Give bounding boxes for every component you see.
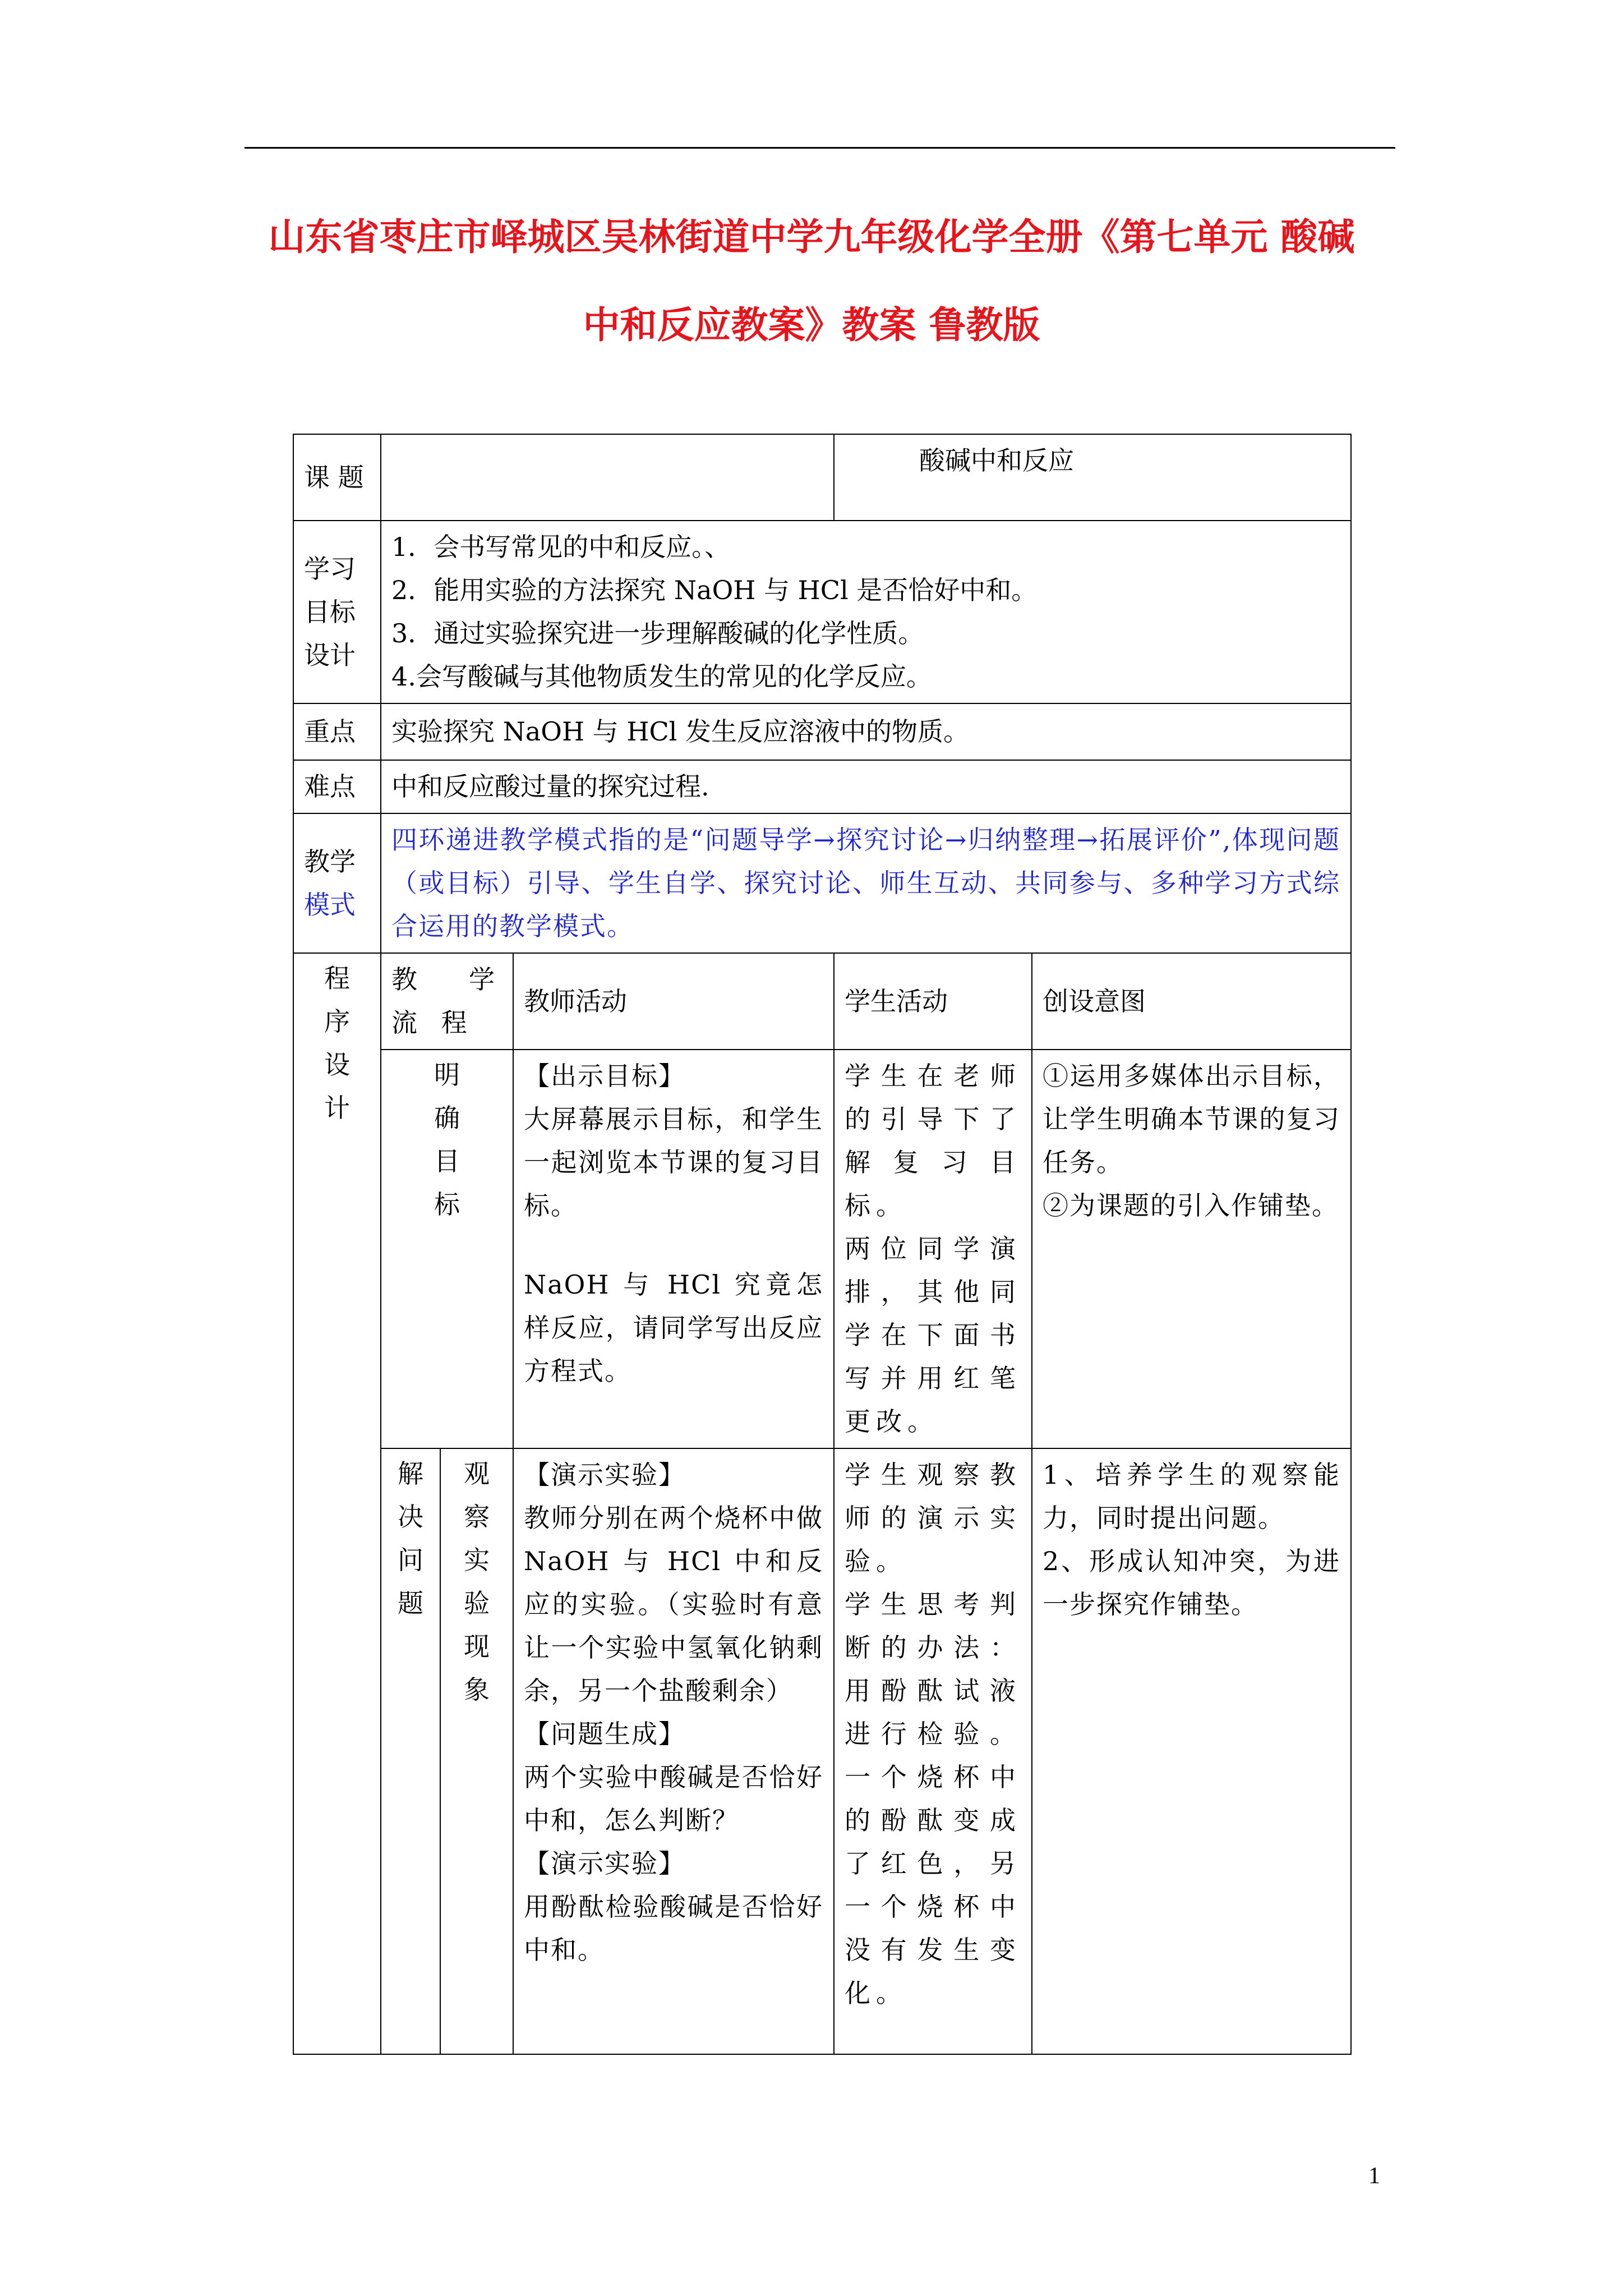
objective-item: 2．能用实验的方法探究 NaOH 与 HCl 是否恰好中和。 — [391, 575, 1038, 605]
key-point-value: 实验探究 NaOH 与 HCl 发生反应溶液中的物质。 — [381, 703, 1351, 760]
row1-design-intent: ①运用多媒体出示目标，让学生明确本节课的复习任务。 ②为课题的引入作铺垫。 — [1032, 1050, 1351, 1448]
teaching-mode-label: 教学 模式 — [293, 813, 381, 953]
objective-item: 3．通过实验探究进一步理解酸碱的化学性质。 — [391, 618, 924, 648]
header-student-activity: 学生活动 — [834, 953, 1032, 1050]
lesson-plan-table — [293, 434, 1352, 2055]
teaching-mode-value: 四环递进教学模式指的是“问题导学→探究讨论→归纳整理→拓展评价”,体现问题（或目标）引导、学生自学、探究讨论、师生互动、共同参与、多种学习方式综合运用的教学模式。 — [381, 813, 1351, 953]
topic-label: 课 题 — [293, 434, 381, 521]
row1-student-activity: 学生在老师的引导下了解复习目标。 两位同学演排，其他同学在下面书写并用红笔更改。 — [834, 1050, 1032, 1448]
key-point-label: 重点 — [293, 703, 381, 760]
header-rule — [245, 147, 1395, 149]
flow-solve-problems: 解 决 问 题 — [381, 1448, 440, 2054]
page-number: 1 — [1368, 2163, 1380, 2189]
difficulty-label: 难点 — [293, 760, 381, 813]
difficulty-value: 中和反应酸过量的探究过程. — [381, 760, 1351, 813]
program-design-label: 程 序 设 计 — [293, 953, 381, 2054]
flow-clarify-goals: 明 确 目 标 — [381, 1050, 513, 1448]
objective-item: 4.会写酸碱与其他物质发生的常见的化学反应。 — [391, 661, 932, 692]
row2-teacher-activity: 【演示实验】 教师分别在两个烧杯中做 NaOH 与 HCl 中和反应的实验。（实验时有意让一个实验中氢氧化钠剩余，另一个盐酸剩余） 【问题生成】 两个实验中酸碱是否恰好中和，怎么判断？ 【演示实验】 用酚酞检验酸碱是否恰好中和。 — [513, 1448, 834, 2054]
header-teacher-activity: 教师活动 — [513, 953, 834, 1050]
row2-student-activity: 学生观察教师的演示实验。 学生思考判断的办法：用酚酞试液进行检验。一个烧杯中的酚酞变成了红色，另一个烧杯中没有发生变化。 — [834, 1448, 1032, 2054]
objectives-label: 学习 目标 设计 — [293, 521, 381, 703]
objective-item: 1．会书写常见的中和反应。、 — [391, 532, 731, 562]
document-title-line-1: 山东省枣庄市峄城区吴林街道中学九年级化学全册《第七单元 酸碱 — [268, 215, 1355, 259]
header-flow: 教 学 流 程 — [381, 953, 513, 1050]
row1-teacher-activity: 【出示目标】 大屏幕展示目标，和学生一起浏览本节课的复习目标。 NaOH 与 HCl 究竟怎样反应，请同学写出反应方程式。 — [513, 1050, 834, 1448]
objectives-list — [381, 521, 1351, 703]
header-design-intent: 创设意图 — [1032, 953, 1351, 1050]
row2-design-intent: 1、培养学生的观察能力，同时提出问题。 2、形成认知冲突，为进一步探究作铺垫。 — [1032, 1448, 1351, 2054]
flow-observe-phenomena: 观 察 实 验 现 象 — [440, 1448, 513, 2054]
document-title-line-2: 中和反应教案》教案 鲁教版 — [583, 303, 1040, 347]
topic-spacer — [381, 434, 834, 521]
topic-value: 酸碱中和反应 — [834, 434, 1351, 521]
